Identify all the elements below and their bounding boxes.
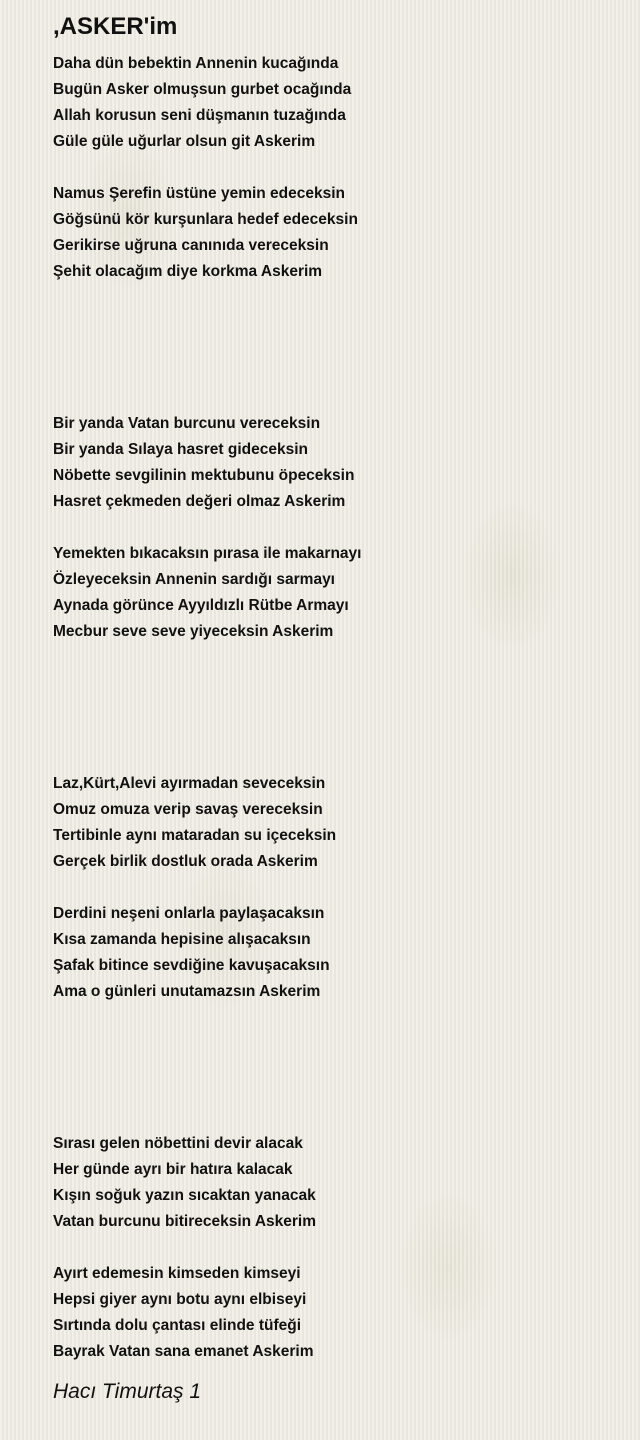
poem-line: Namus Şerefin üstüne yemin edeceksin	[53, 185, 346, 202]
poem-line: Bir yanda Sılaya hasret gideceksin	[53, 441, 309, 458]
poem-line: Daha dün bebektin Annenin kucağında	[53, 55, 339, 72]
poem-line: Omuz omuza verip savaş vereceksin	[53, 801, 323, 818]
poem-line: Ama o günleri unutamazsın Askerim	[53, 983, 321, 1000]
poem-line: Bir yanda Vatan burcunu vereceksin	[53, 415, 321, 432]
poem-line: Laz,Kürt,Alevi ayırmadan seveceksin	[53, 775, 326, 792]
poem-line: Hasret çekmeden değeri olmaz Askerim	[53, 493, 346, 510]
poem-line: Güle güle uğurlar olsun git Askerim	[53, 133, 316, 150]
poem-line: Bayrak Vatan sana emanet Askerim	[53, 1343, 314, 1360]
poem-line: Gerikirse uğruna canınıda vereceksin	[53, 237, 329, 254]
poem-line: Özleyeceksin Annenin sardığı sarmayı	[53, 571, 335, 588]
stanza-7	[53, 1131, 613, 1235]
poem-line: Aynada görünce Ayyıldızlı Rütbe Armayı	[53, 597, 349, 614]
stanza-5	[53, 771, 613, 875]
stanza-6	[53, 901, 613, 1005]
poem-line: Ayırt edemesin kimseden kimseyi	[53, 1265, 301, 1282]
stanza-2	[53, 181, 613, 285]
poem-line: Allah korusun seni düşmanın tuzağında	[53, 107, 346, 124]
poem-line: Gerçek birlik dostluk orada Askerim	[53, 853, 318, 870]
stanza-1	[53, 51, 613, 155]
poem-title: ,ASKER'im	[53, 13, 178, 40]
poem-line: Mecbur seve seve yiyeceksin Askerim	[53, 623, 334, 640]
poem-line: Kısa zamanda hepisine alışacaksın	[53, 931, 311, 948]
poem-line: Göğsünü kör kurşunlara hedef edeceksin	[53, 211, 358, 228]
poem-line: Derdini neşeni onlarla paylaşacaksın	[53, 905, 325, 922]
poem-line: Nöbette sevgilinin mektubunu öpeceksin	[53, 467, 355, 484]
stanza-8	[53, 1261, 613, 1365]
poem-line: Şehit olacağım diye korkma Askerim	[53, 263, 323, 280]
poem-line: Yemekten bıkacaksın pırasa ile makarnayı	[53, 545, 362, 562]
poem-line: Vatan burcunu bitireceksin Askerim	[53, 1213, 317, 1230]
stanza-4	[53, 541, 613, 645]
poem-line: Her günde ayrı bir hatıra kalacak	[53, 1161, 293, 1178]
poem-line: Sırtında dolu çantası elinde tüfeği	[53, 1317, 302, 1334]
poem-line: Bugün Asker olmuşsun gurbet ocağında	[53, 81, 352, 98]
poem-line: Kışın soğuk yazın sıcaktan yanacak	[53, 1187, 316, 1204]
poem-line: Şafak bitince sevdiğine kavuşacaksın	[53, 957, 330, 974]
poem-line: Tertibinle aynı mataradan su içeceksin	[53, 827, 337, 844]
stanza-3	[53, 411, 613, 515]
poem-line: Hepsi giyer aynı botu aynı elbiseyi	[53, 1291, 307, 1308]
poem-line: Sırası gelen nöbettini devir alacak	[53, 1135, 303, 1152]
poem-author: Hacı Timurtaş 1	[53, 1380, 202, 1403]
